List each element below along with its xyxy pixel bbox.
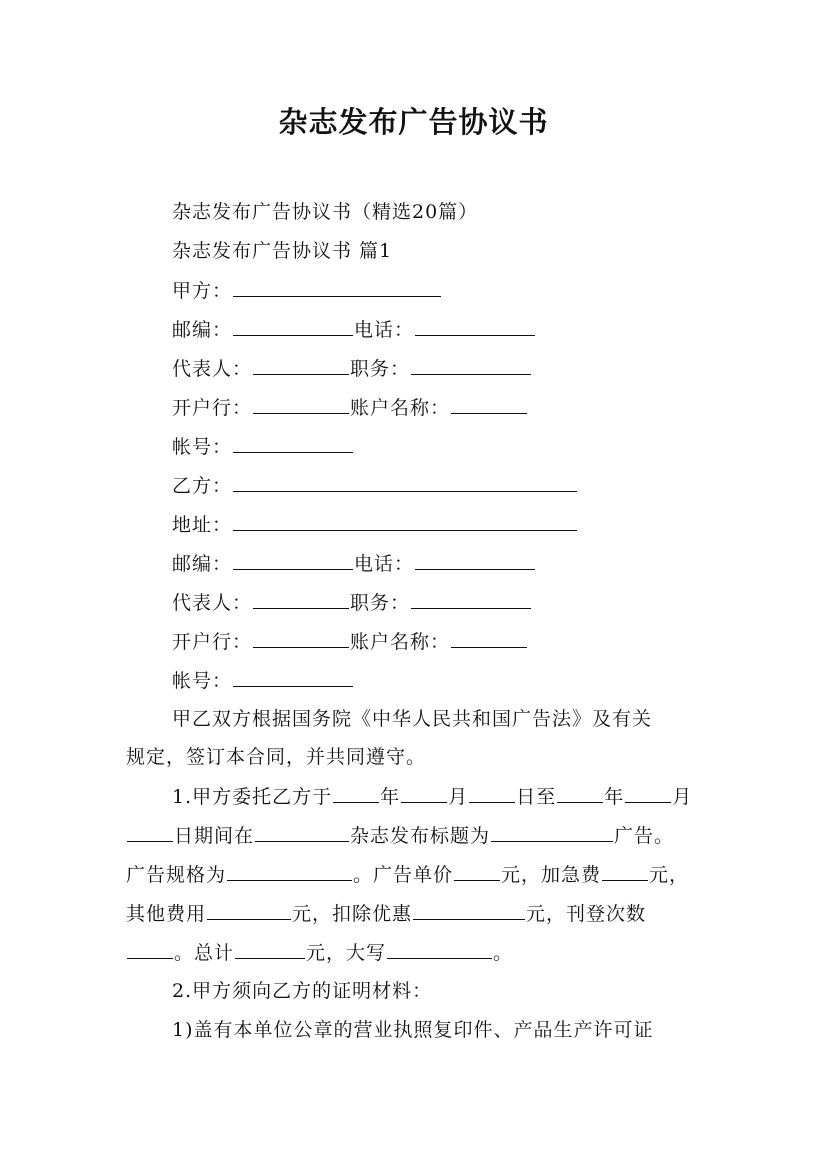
clause-2-item-1: 1)盖有本单位公章的营业执照复印件、产品生产许可证 <box>172 1019 654 1041</box>
month-text: 月 <box>448 786 469 808</box>
times-blank <box>127 938 173 959</box>
party-a-postcode-blank <box>233 315 353 336</box>
end-text: 。 <box>493 942 514 964</box>
discount-blank <box>413 899 525 920</box>
party-b-account-name-blank <box>451 627 527 648</box>
rush-fee-blank <box>602 860 648 881</box>
year-text: 年 <box>604 786 625 808</box>
clause-1-text: 1.甲方委托乙方于 <box>172 786 333 808</box>
discount-text: 元，扣除优惠 <box>292 903 413 925</box>
party-b-bank-row <box>172 627 528 656</box>
rush-fee-text: 元，加急费 <box>501 864 602 886</box>
party-a-account-row <box>172 432 354 461</box>
clause-2-title: 2.甲方须向乙方的证明材料： <box>172 980 433 1002</box>
party-b-phone-label: 电话： <box>354 553 415 575</box>
start-year-blank <box>333 782 379 803</box>
party-a-position-label: 职务： <box>350 358 411 380</box>
intro-line-1: 甲乙双方根据国务院《中华人民共和国广告法》及有关 <box>172 708 653 730</box>
party-b-name-row <box>172 471 578 500</box>
party-a-account-name-label: 账户名称： <box>350 397 451 419</box>
price-text: 。广告单价 <box>353 864 454 886</box>
day-to-text: 日至 <box>516 786 557 808</box>
party-a-phone-label: 电话： <box>354 319 415 341</box>
spec-text: 广告规格为 <box>126 864 227 886</box>
section-heading: 杂志发布广告协议书 篇1 <box>172 240 393 262</box>
end-month-blank <box>625 782 671 803</box>
party-b-phone-blank <box>415 549 535 570</box>
clause-1-line-5 <box>126 938 513 967</box>
party-a-rep-row <box>172 354 532 383</box>
party-a-name-row <box>172 276 442 305</box>
party-a-postcode-row <box>172 315 536 344</box>
party-b-postcode-blank <box>233 549 353 570</box>
intro-line-2: 规定，签订本合同，并共同遵守。 <box>126 746 427 768</box>
party-b-account-row <box>172 666 354 695</box>
party-a-account-label: 帐号： <box>172 436 233 458</box>
clause-1-line-4 <box>126 899 646 928</box>
party-b-postcode-label: 邮编： <box>172 553 233 575</box>
ad-title-blank <box>491 821 613 842</box>
times-text: 元，刊登次数 <box>526 903 647 925</box>
magazine-text: 杂志发布标题为 <box>350 825 491 847</box>
party-b-account-blank <box>233 666 353 687</box>
start-month-blank <box>401 782 447 803</box>
party-b-rep-row <box>172 588 532 617</box>
caps-text: 元，大写 <box>306 942 387 964</box>
party-b-position-label: 职务： <box>350 592 411 614</box>
clause-1-line-3 <box>126 860 689 889</box>
other-fee-text: 其他费用 <box>126 903 207 925</box>
party-a-postcode-label: 邮编： <box>172 319 233 341</box>
party-a-phone-blank <box>415 315 535 336</box>
party-a-bank-row <box>172 393 528 422</box>
month-text: 月 <box>672 786 693 808</box>
party-a-position-blank <box>411 354 531 375</box>
price-blank <box>454 860 500 881</box>
total-blank <box>235 938 305 959</box>
party-b-account-name-label: 账户名称： <box>350 631 451 653</box>
party-b-postcode-row <box>172 549 536 578</box>
party-b-address-label: 地址： <box>172 514 233 536</box>
party-b-account-label: 帐号： <box>172 670 233 692</box>
end-year-blank <box>557 782 603 803</box>
party-b-rep-blank <box>253 588 349 609</box>
end-day-blank <box>127 821 173 842</box>
magazine-blank <box>255 821 349 842</box>
day-period-text: 日期间在 <box>174 825 255 847</box>
total-text: 。总计 <box>174 942 235 964</box>
document-subtitle: 杂志发布广告协议书（精选20篇） <box>172 201 479 223</box>
party-a-rep-blank <box>253 354 349 375</box>
party-b-rep-label: 代表人： <box>172 592 253 614</box>
party-a-bank-label: 开户行： <box>172 397 253 419</box>
spec-blank <box>227 860 352 881</box>
party-b-address-row <box>172 510 578 539</box>
start-day-blank <box>469 782 515 803</box>
other-fee-blank <box>207 899 291 920</box>
party-b-bank-label: 开户行： <box>172 631 253 653</box>
document-title: 杂志发布广告协议书 <box>278 105 549 139</box>
year-text: 年 <box>380 786 401 808</box>
party-a-rep-label: 代表人： <box>172 358 253 380</box>
party-b-position-blank <box>411 588 531 609</box>
party-a-name-blank <box>233 276 441 297</box>
caps-blank <box>387 938 492 959</box>
party-a-bank-blank <box>253 393 349 414</box>
party-a-name-label: 甲方： <box>172 280 233 302</box>
ad-text: 广告。 <box>614 825 675 847</box>
clause-1-line-1 <box>172 782 692 811</box>
party-b-name-blank <box>233 471 577 492</box>
party-b-name-label: 乙方： <box>172 475 233 497</box>
party-a-account-blank <box>233 432 353 453</box>
yuan-text: 元， <box>649 864 690 886</box>
clause-1-line-2 <box>126 821 674 850</box>
party-b-address-blank <box>233 510 577 531</box>
party-a-account-name-blank <box>451 393 527 414</box>
party-b-bank-blank <box>253 627 349 648</box>
